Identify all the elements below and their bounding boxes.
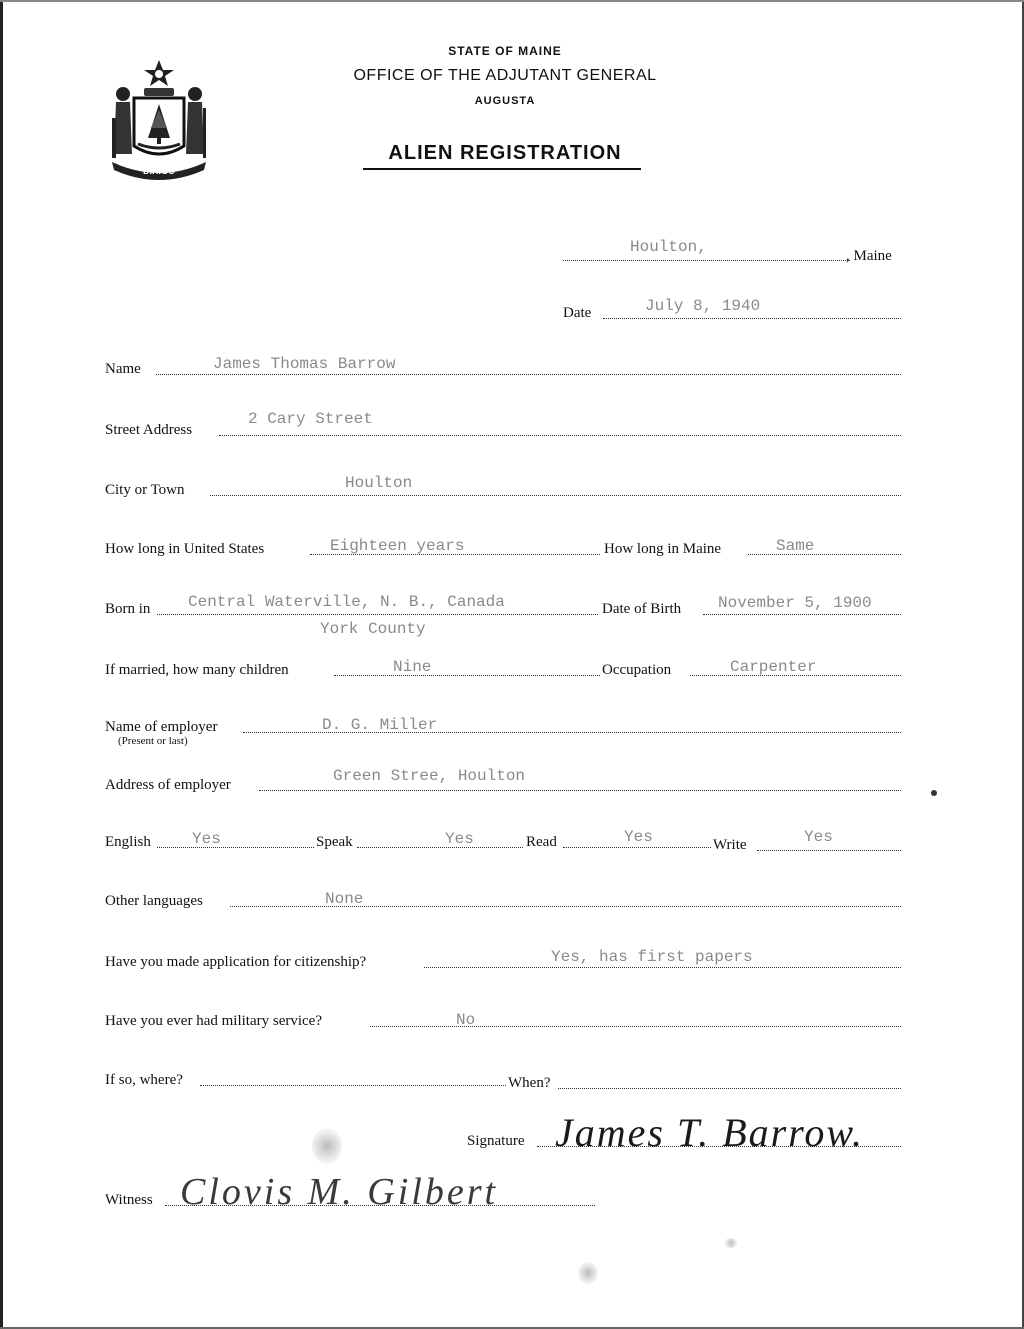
place-dotted-line	[563, 260, 850, 261]
scan-edge-left	[0, 0, 3, 1329]
where-dotted-line	[200, 1085, 506, 1086]
header-state: STATE OF MAINE	[448, 44, 562, 58]
citizenship-dotted-line	[424, 967, 901, 968]
read-value: Yes	[624, 828, 653, 846]
speak-dotted-line	[357, 847, 523, 848]
dob-value: November 5, 1900	[718, 594, 872, 612]
employer-value: D. G. Miller	[322, 716, 438, 734]
when-dotted-line	[558, 1088, 901, 1089]
occupation-value: Carpenter	[730, 658, 817, 676]
street-label: Street Address	[105, 422, 193, 438]
occupation-label: Occupation	[602, 662, 672, 678]
place-value: Houlton,	[630, 238, 707, 256]
dob-label: Date of Birth	[602, 601, 682, 617]
employer-address-label: Address of employer	[105, 777, 231, 793]
other-languages-value: None	[325, 890, 364, 908]
witness-handwriting	[170, 1160, 610, 1230]
date-value: July 8, 1940	[645, 297, 761, 315]
place-state-label: , Maine	[846, 248, 892, 264]
english-dotted-line	[157, 847, 314, 848]
scan-smudge	[724, 1238, 738, 1248]
military-value: No	[456, 1011, 476, 1029]
witness-label: Witness	[105, 1192, 153, 1208]
english-value: Yes	[192, 830, 221, 848]
street-value: 2 Cary Street	[248, 410, 373, 428]
street-dotted-line	[219, 435, 901, 436]
date-label: Date	[563, 305, 592, 321]
city-town-label: City or Town	[105, 482, 185, 498]
title-underline	[363, 168, 641, 170]
name-value: James Thomas Barrow	[213, 355, 396, 373]
signature-value: James T. Barrow.	[555, 1110, 865, 1155]
name-label: Name	[105, 361, 141, 377]
other-languages-label: Other languages	[105, 893, 203, 909]
when-label: When?	[508, 1075, 551, 1091]
date-dotted-line	[603, 318, 901, 319]
speak-value: Yes	[445, 830, 474, 848]
english-label: English	[105, 834, 151, 850]
citizenship-label: Have you made application for citizenship?	[105, 954, 367, 970]
employer-label: Name of employer	[105, 719, 218, 735]
form-title: ALIEN REGISTRATION	[388, 142, 622, 164]
witness-value: Clovis M. Gilbert	[180, 1171, 499, 1213]
born-in-dotted-line	[157, 614, 598, 615]
header-city: AUGUSTA	[474, 95, 536, 107]
how-long-maine-value: Same	[776, 537, 815, 555]
state-seal-icon	[104, 58, 214, 183]
born-in-county-value: York County	[320, 620, 426, 638]
write-value: Yes	[804, 828, 833, 846]
city-town-dotted-line	[210, 495, 901, 496]
seal-motto: DIRIGO	[142, 166, 176, 176]
children-value: Nine	[393, 658, 432, 676]
header-office: OFFICE OF THE ADJUTANT GENERAL	[353, 67, 657, 84]
how-long-maine-label: How long in Maine	[604, 541, 722, 557]
write-dotted-line	[757, 850, 901, 851]
military-dotted-line	[370, 1026, 901, 1027]
born-in-label: Born in	[105, 601, 151, 617]
employer-address-dotted-line	[259, 790, 901, 791]
how-long-maine-dotted-line	[748, 554, 901, 555]
scan-mark	[931, 790, 937, 796]
dob-dotted-line	[703, 614, 901, 615]
scan-smudge	[578, 1262, 598, 1284]
scan-smudge	[312, 1128, 342, 1164]
employer-address-value: Green Stree, Houlton	[333, 767, 526, 785]
read-label: Read	[526, 834, 557, 850]
read-dotted-line	[563, 847, 711, 848]
scan-edge-top	[0, 0, 1024, 2]
citizenship-value: Yes, has first papers	[551, 948, 753, 966]
write-label: Write	[713, 837, 747, 853]
how-long-us-value: Eighteen years	[330, 537, 465, 555]
employer-sublabel: (Present or last)	[118, 735, 188, 747]
how-long-us-label: How long in United States	[105, 541, 265, 557]
children-dotted-line	[334, 675, 600, 676]
name-dotted-line	[156, 374, 901, 375]
born-in-value: Central Waterville, N. B., Canada	[188, 593, 505, 611]
children-label: If married, how many children	[105, 662, 289, 678]
speak-label: Speak	[316, 834, 353, 850]
military-label: Have you ever had military service?	[105, 1013, 322, 1029]
where-label: If so, where?	[105, 1072, 183, 1088]
signature-label: Signature	[467, 1133, 525, 1149]
city-town-value: Houlton	[345, 474, 413, 492]
